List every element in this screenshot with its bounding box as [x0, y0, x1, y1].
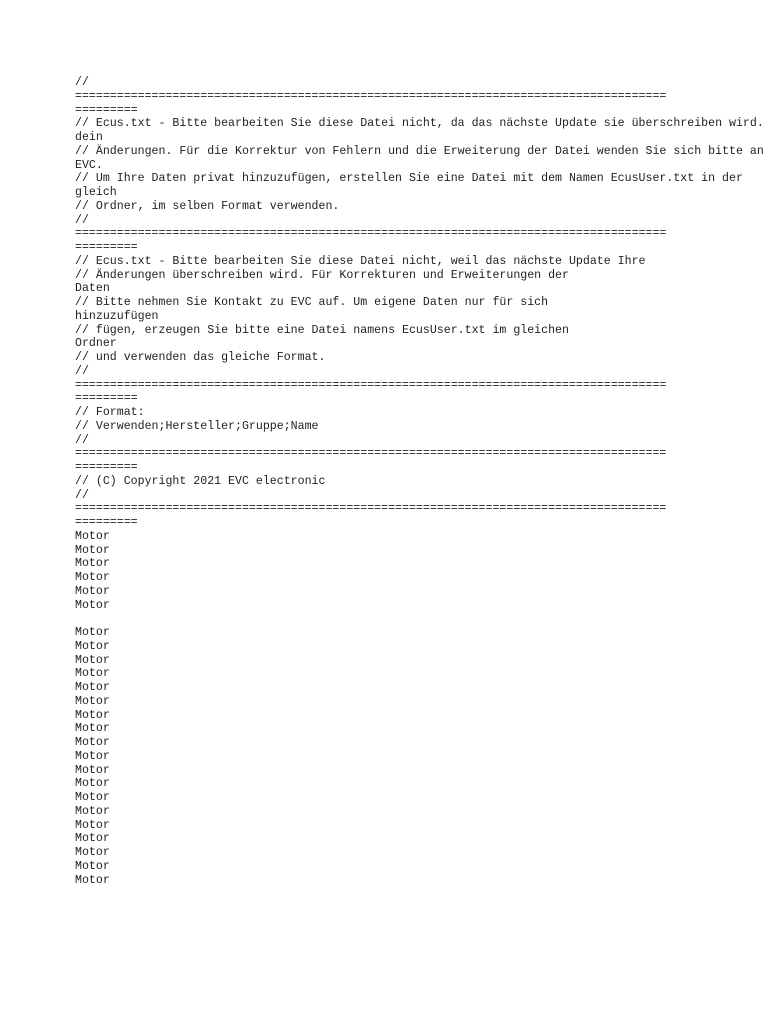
- text-line: Motor: [75, 873, 110, 887]
- text-line: // (C) Copyright 2021 EVC electronic: [75, 474, 326, 488]
- text-line: Motor: [75, 749, 110, 763]
- text-line: // Ecus.txt - Bitte bearbeiten Sie diese Datei nicht, weil das nächste Update Ihre: [75, 254, 646, 268]
- text-line: =====================================================================================: [75, 447, 667, 461]
- text-line: Motor: [75, 598, 110, 612]
- text-line: //: [75, 433, 89, 447]
- text-line: =====================================================================================: [75, 502, 667, 516]
- text-line: =====================================================================================: [75, 89, 667, 103]
- text-line: Motor: [75, 859, 110, 873]
- text-line: // Format:: [75, 406, 145, 419]
- text-line: gleich: [75, 186, 117, 199]
- text-line: Motor: [75, 639, 110, 653]
- text-line: Motor: [75, 777, 110, 791]
- text-line: // Verwenden;Hersteller;Gruppe;Name: [75, 419, 319, 433]
- text-line: [75, 612, 768, 626]
- text-line: dein: [75, 131, 103, 144]
- text-line: Motor: [75, 626, 110, 639]
- text-line: Ordner: [75, 337, 117, 351]
- text-line: hinzuzufügen: [75, 309, 159, 323]
- text-line: //: [75, 488, 89, 502]
- text-line: EVC.: [75, 158, 103, 172]
- text-line: Motor: [75, 791, 110, 804]
- text-line: =========: [75, 103, 138, 117]
- text-line: Motor: [75, 804, 110, 818]
- text-line: Motor: [75, 763, 110, 777]
- document-text: [75, 76, 768, 887]
- text-line: Motor: [75, 543, 110, 557]
- text-line: Motor: [75, 653, 110, 667]
- text-line: Motor: [75, 832, 110, 846]
- text-line: // Ordner, im selben Format verwenden.: [75, 199, 340, 213]
- text-line: Motor: [75, 571, 110, 584]
- text-line: Motor: [75, 667, 110, 681]
- text-line: // Um Ihre Daten privat hinzuzufügen, erstellen Sie eine Datei mit dem Namen EcusUser.txt in der: [75, 172, 743, 186]
- text-line: =========: [75, 461, 138, 474]
- text-line: Motor: [75, 736, 110, 749]
- text-line: Motor: [75, 681, 110, 694]
- text-line: //: [75, 76, 89, 89]
- text-line: Motor: [75, 694, 110, 708]
- text-line: //: [75, 364, 89, 378]
- text-line: // fügen, erzeugen Sie bitte eine Datei namens EcusUser.txt im gleichen: [75, 323, 569, 337]
- text-line: Motor: [75, 584, 110, 598]
- text-line: =========: [75, 516, 138, 529]
- text-line: //: [75, 213, 89, 227]
- text-line: =====================================================================================: [75, 227, 667, 241]
- text-line: Motor: [75, 557, 110, 571]
- text-line: =====================================================================================: [75, 378, 667, 392]
- text-line: Motor: [75, 846, 110, 859]
- text-line: Motor: [75, 818, 110, 832]
- text-line: // Bitte nehmen Sie Kontakt zu EVC auf. Um eigene Daten nur für sich: [75, 296, 549, 309]
- text-line: Motor: [75, 529, 110, 543]
- text-line: // Ecus.txt - Bitte bearbeiten Sie diese Datei nicht, da das nächste Update sie überschreiben wird.: [75, 117, 764, 131]
- text-line: Motor: [75, 722, 110, 736]
- text-line: Daten: [75, 282, 110, 296]
- text-line: =========: [75, 392, 138, 406]
- text-line: =========: [75, 241, 138, 254]
- text-line: // und verwenden das gleiche Format.: [75, 351, 326, 364]
- text-line: // Änderungen. Für die Korrektur von Fehlern und die Erweiterung der Datei wenden Sie sich bitte an: [75, 144, 764, 158]
- text-line: // Änderungen überschreiben wird. Für Korrekturen und Erweiterungen der: [75, 268, 569, 282]
- text-line: Motor: [75, 708, 110, 722]
